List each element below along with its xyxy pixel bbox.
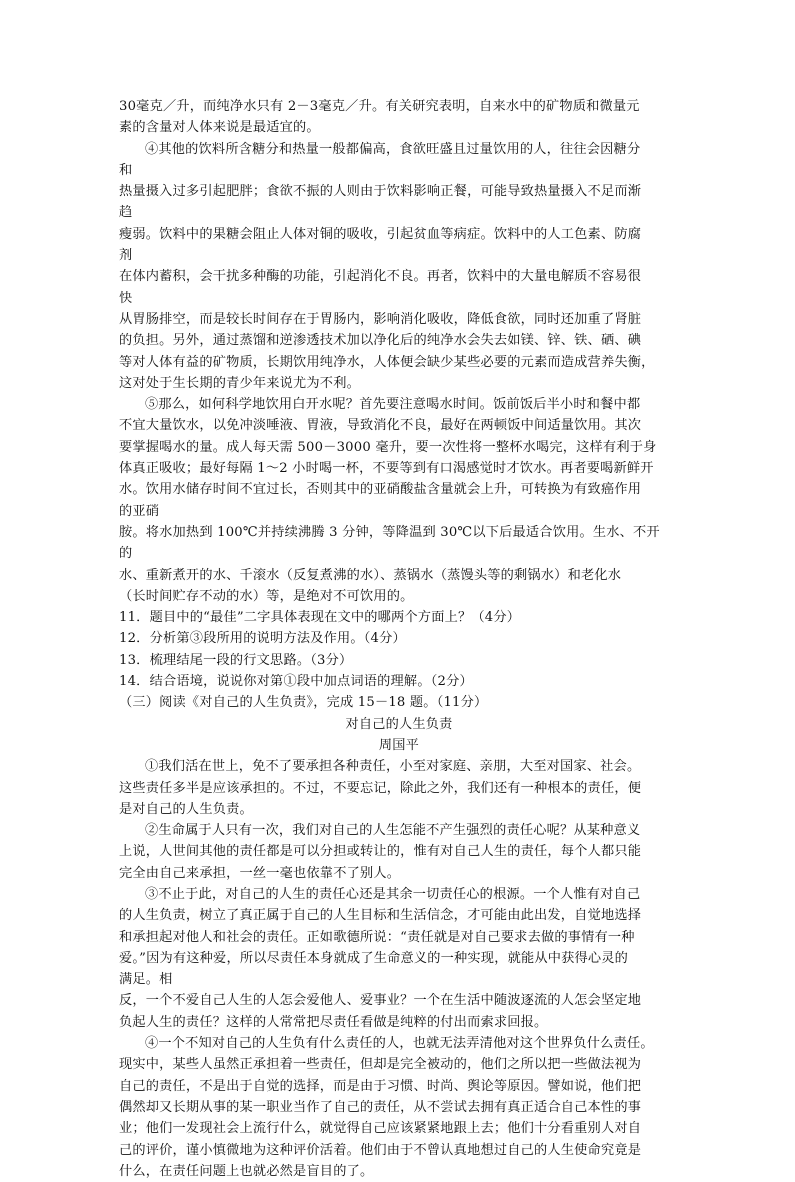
text-line: 对自己的人生负责 (345, 716, 453, 732)
document-page (119, 96, 679, 1182)
text-line: 体真正吸收；最好每隔 1～2 小时喝一杯，不要等到有口渴感觉时才饮水。再者要喝新鲜开 (119, 461, 654, 477)
text-line: 现实中，某些人虽然正承担着一些责任，但却是完全被动的，他们之所以把一些做法视为 (119, 1057, 642, 1073)
text-line: 上说，人世间其他的责任都是可以分担或转让的，惟有对自己人生的责任，每个人都只能 (119, 844, 642, 860)
text-line: 快 (119, 290, 133, 306)
text-line: 等对人体有益的矿物质，长期饮用纯净水，人体便会缺少某些必要的元素而造成营养失衡， (119, 354, 655, 370)
text-line: 的 (119, 546, 133, 562)
text-line: 12．分析第③段所用的说明方法及作用。（4分） (119, 631, 406, 647)
text-line: 什么，在责任问题上也就必然是盲目的了。 (119, 1163, 374, 1179)
text-line: 这对处于生长期的青少年来说尤为不利。 (119, 375, 360, 391)
text-line: 13．梳理结尾一段的行文思路。（3分） (119, 652, 353, 668)
text-line: （长时间贮存不动的水）等，是绝对不可饮用的。 (119, 588, 414, 604)
text-line: 胺。将水加热到 100℃并持续沸腾 3 分钟，等降温到 30℃以下后最适合饮用。生水、不开 (119, 524, 660, 540)
text-line: 素的含量对人体来说是最适宜的。 (119, 120, 320, 136)
text-line: 和承担起对他人和社会的责任。正如歌德所说：“责任就是对自己要求去做的事情有一种 (119, 929, 635, 945)
text-line: （三）阅读《对自己的人生负责》，完成 15－18 题。（11分） (119, 695, 488, 711)
text-line: 负起人生的责任？这样的人常常把尽责任看做是纯粹的付出而索求回报。 (119, 1014, 548, 1030)
text-line: 不宜大量饮水，以免冲淡唾液、胃液，导致消化不良，最好在两顿饭中间适量饮用。其次 (119, 418, 642, 434)
text-line: 业；他们一发现社会上流行什么，就觉得自己应该紧紧地跟上去；他们十分看重别人对自 (119, 1121, 642, 1137)
text-line: 水。饮用水储存时间不宜过长，否则其中的亚硝酸盐含量就会上升，可转换为有致癌作用 (119, 482, 642, 498)
text-line: 的亚硝 (119, 503, 160, 519)
text-line: 爱。”因为有这种爱，所以尽责任本身就成了生命意义的一种实现，就能从中获得心灵的 (119, 950, 629, 966)
text-line: ③不止于此，对自己的人生的责任心还是其余一切责任心的根源。一个人惟有对自己 (145, 886, 641, 902)
text-line: 和 (119, 162, 133, 178)
text-line: 从胃肠排空，而是较长时间存在于胃肠内，影响消化吸收，降低食欲，同时还加重了肾脏 (119, 311, 642, 327)
text-line: 己的评价，谨小慎微地为这种评价活着。他们由于不曾认真地想过自己的人生使命究竟是 (119, 1142, 642, 1158)
text-line: 11．题目中的“最佳”二字具体表现在文中的哪两个方面上？（4分） (119, 610, 521, 626)
text-line: ①我们活在世上，免不了要承担各种责任，小至对家庭、亲朋，大至对国家、社会。 (145, 759, 641, 775)
text-line: 反，一个不爱自己人生的人怎会爱他人、爱事业？一个在生活中随波逐流的人怎会坚定地 (119, 993, 642, 1009)
text-line: 自己的责任，不是出于自觉的选择，而是由于习惯、时尚、舆论等原因。譬如说，他们把 (119, 1078, 642, 1094)
text-line: ④其他的饮料所含糖分和热量一般都偏高，食欲旺盛且过量饮用的人，往往会因糖分 (145, 141, 641, 157)
text-line: 趋 (119, 205, 133, 221)
text-line: 热量摄入过多引起肥胖；食欲不振的人则由于饮料影响正餐，可能导致热量摄入不足而渐 (119, 184, 642, 200)
text-line: 的人生负责，树立了真正属于自己的人生目标和生活信念，才可能由此出发，自觉地选择 (119, 908, 642, 924)
text-line: 水、重新煮开的水、千滚水（反复煮沸的水）、蒸锅水（蒸馒头等的剩锅水）和老化水 (119, 567, 622, 583)
text-line: 完全由自己来承担，一丝一毫也依靠不了别人。 (119, 865, 401, 881)
text-line: ⑤那么，如何科学地饮用白开水呢？首先要注意喝水时间。饭前饭后半小时和餐中都 (145, 397, 641, 413)
text-line: ②生命属于人只有一次，我们对自己的人生怎能不产生强烈的责任心呢？从某种意义 (145, 823, 641, 839)
text-line: 剂 (119, 248, 133, 264)
text-line: 30毫克／升，而纯净水只有 2－3毫克／升。有关研究表明，自来水中的矿物质和微量元 (119, 99, 640, 114)
text-line: 这些责任多半是应该承担的。不过，不要忘记，除此之外，我们还有一种根本的责任，便 (119, 780, 642, 796)
text-line: 瘦弱。饮料中的果糖会阻止人体对铜的吸收，引起贫血等病症。饮料中的人工色素、防腐 (119, 226, 642, 242)
text-line: 偶然却又长期从事的某一职业当作了自己的责任，从不尝试去拥有真正适合自己本性的事 (119, 1099, 642, 1115)
text-line: 的负担。另外，通过蒸馏和逆渗透技术加以净化后的纯净水会失去如镁、锌、铁、硒、碘 (119, 333, 642, 349)
text-line: 周国平 (378, 737, 420, 753)
text-line: 满足。相 (119, 972, 173, 988)
text-line: ④一个不知对自己的人生负有什么责任的人，也就无法弄清他对这个世界负什么责任。 (145, 1036, 654, 1052)
text-line: 在体内蓄积，会干扰多种酶的功能，引起消化不良。再者，饮料中的大量电解质不容易很 (119, 269, 642, 285)
text-line: 要掌握喝水的量。成人每天需 500－3000 毫升，要一次性将一整杯水喝完，这样有利于身 (119, 439, 657, 455)
text-line: 是对自己的人生负责。 (119, 801, 253, 817)
text-line: 14．结合语境，说说你对第①段中加点词语的理解。（2分） (119, 674, 473, 690)
